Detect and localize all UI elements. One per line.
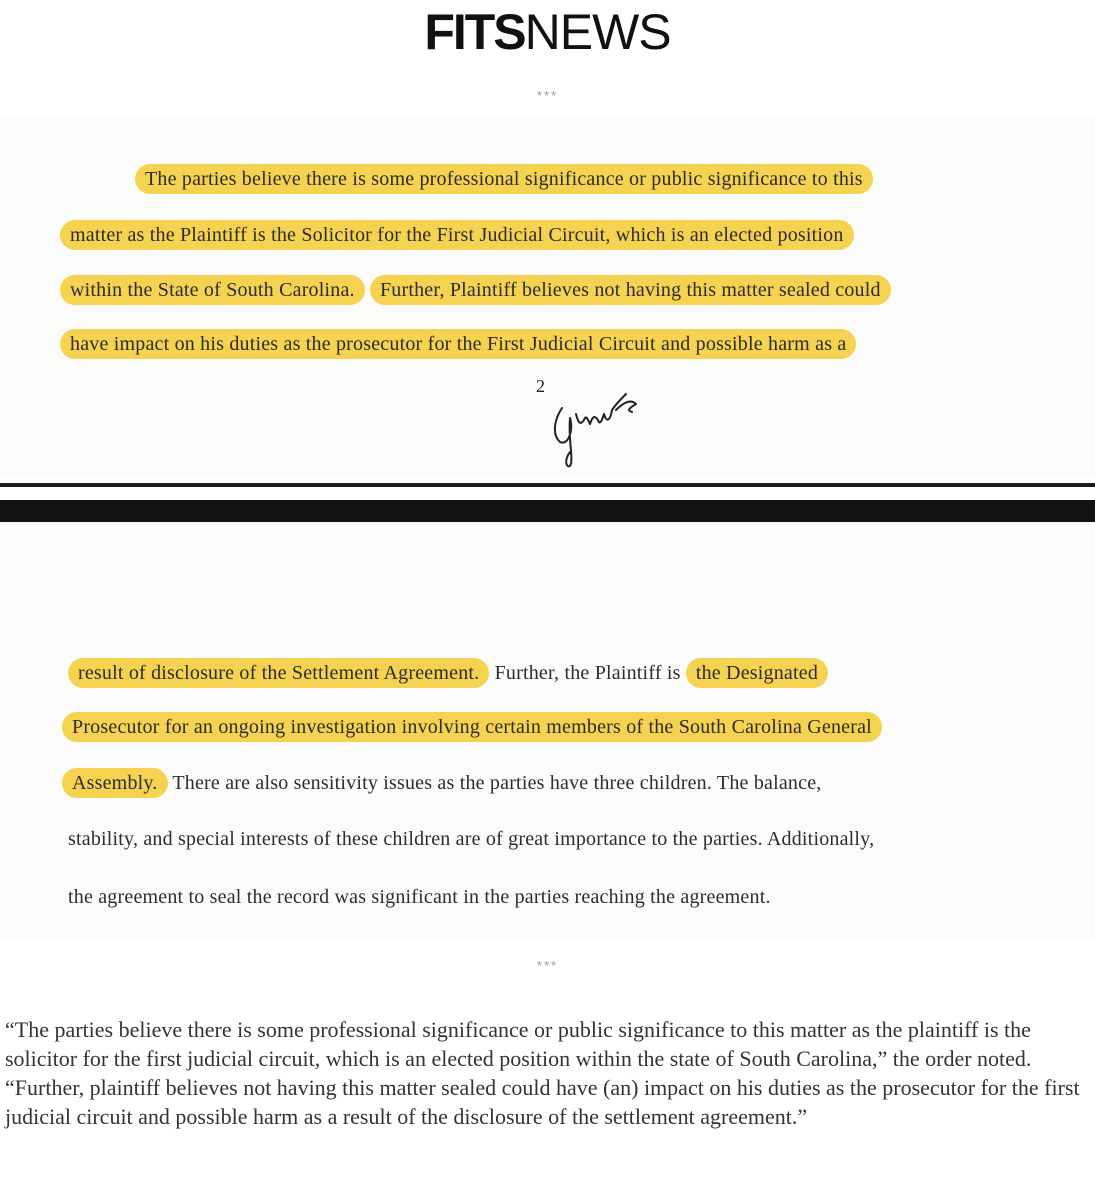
article-quote-paragraph: “The parties believe there is some professional significance or public significance to this matter as the plaintiff is the solicitor for the first judicial circuit, which is an elected position within the state of South Carolina,” the order noted. “Further, plaintiff believes not having this matter sealed could have (an) impact on his duties as the prosecutor for the first judicial circuit and possible harm as a result of the disclosure of the settlement agreement.” [5, 1017, 1080, 1129]
document-excerpt-page-3 [0, 522, 1095, 940]
excerpt1-line-2: matter as the Plaintiff is the Solicitor for the First Judicial Circuit, which is an elected position [60, 224, 854, 247]
scan-divider-top [0, 483, 1095, 487]
excerpt1-line-4: have impact on his duties as the prosecutor for the First Judicial Circuit and possible harm as a [60, 333, 856, 356]
excerpt1-line-1: The parties believe there is some professional significance or public significance to this [135, 168, 873, 191]
excerpt2-line-4: stability, and special interests of these children are of great importance to the parties. Additionally, [68, 828, 875, 850]
page-number: 2 [536, 376, 545, 396]
document-excerpt-page-2 [0, 118, 1095, 478]
logo-bold-text: FITS [424, 4, 525, 60]
logo-light-text: NEWS [524, 4, 671, 60]
handwritten-signature [540, 380, 660, 470]
site-logo[interactable] [0, 2, 1095, 62]
excerpt2-line-2: Prosecutor for an ongoing investigation involving certain members of the South Carolina General [62, 716, 882, 739]
excerpt2-line-3: Assembly. There are also sensitivity issues as the parties have three children. The balance, [62, 772, 821, 795]
excerpt2-line-1: result of disclosure of the Settlement Agreement. Further, the Plaintiff is the Designated [68, 662, 828, 685]
scan-divider-thick [0, 500, 1095, 522]
excerpt2-line-5: the agreement to seal the record was significant in the parties reaching the agreement. [68, 886, 771, 908]
excerpt1-line-3: within the State of South Carolina. Further, Plaintiff believes not having this matter sealed could [60, 279, 891, 302]
separator-bottom: *** [536, 958, 559, 973]
separator-top: *** [536, 88, 559, 103]
